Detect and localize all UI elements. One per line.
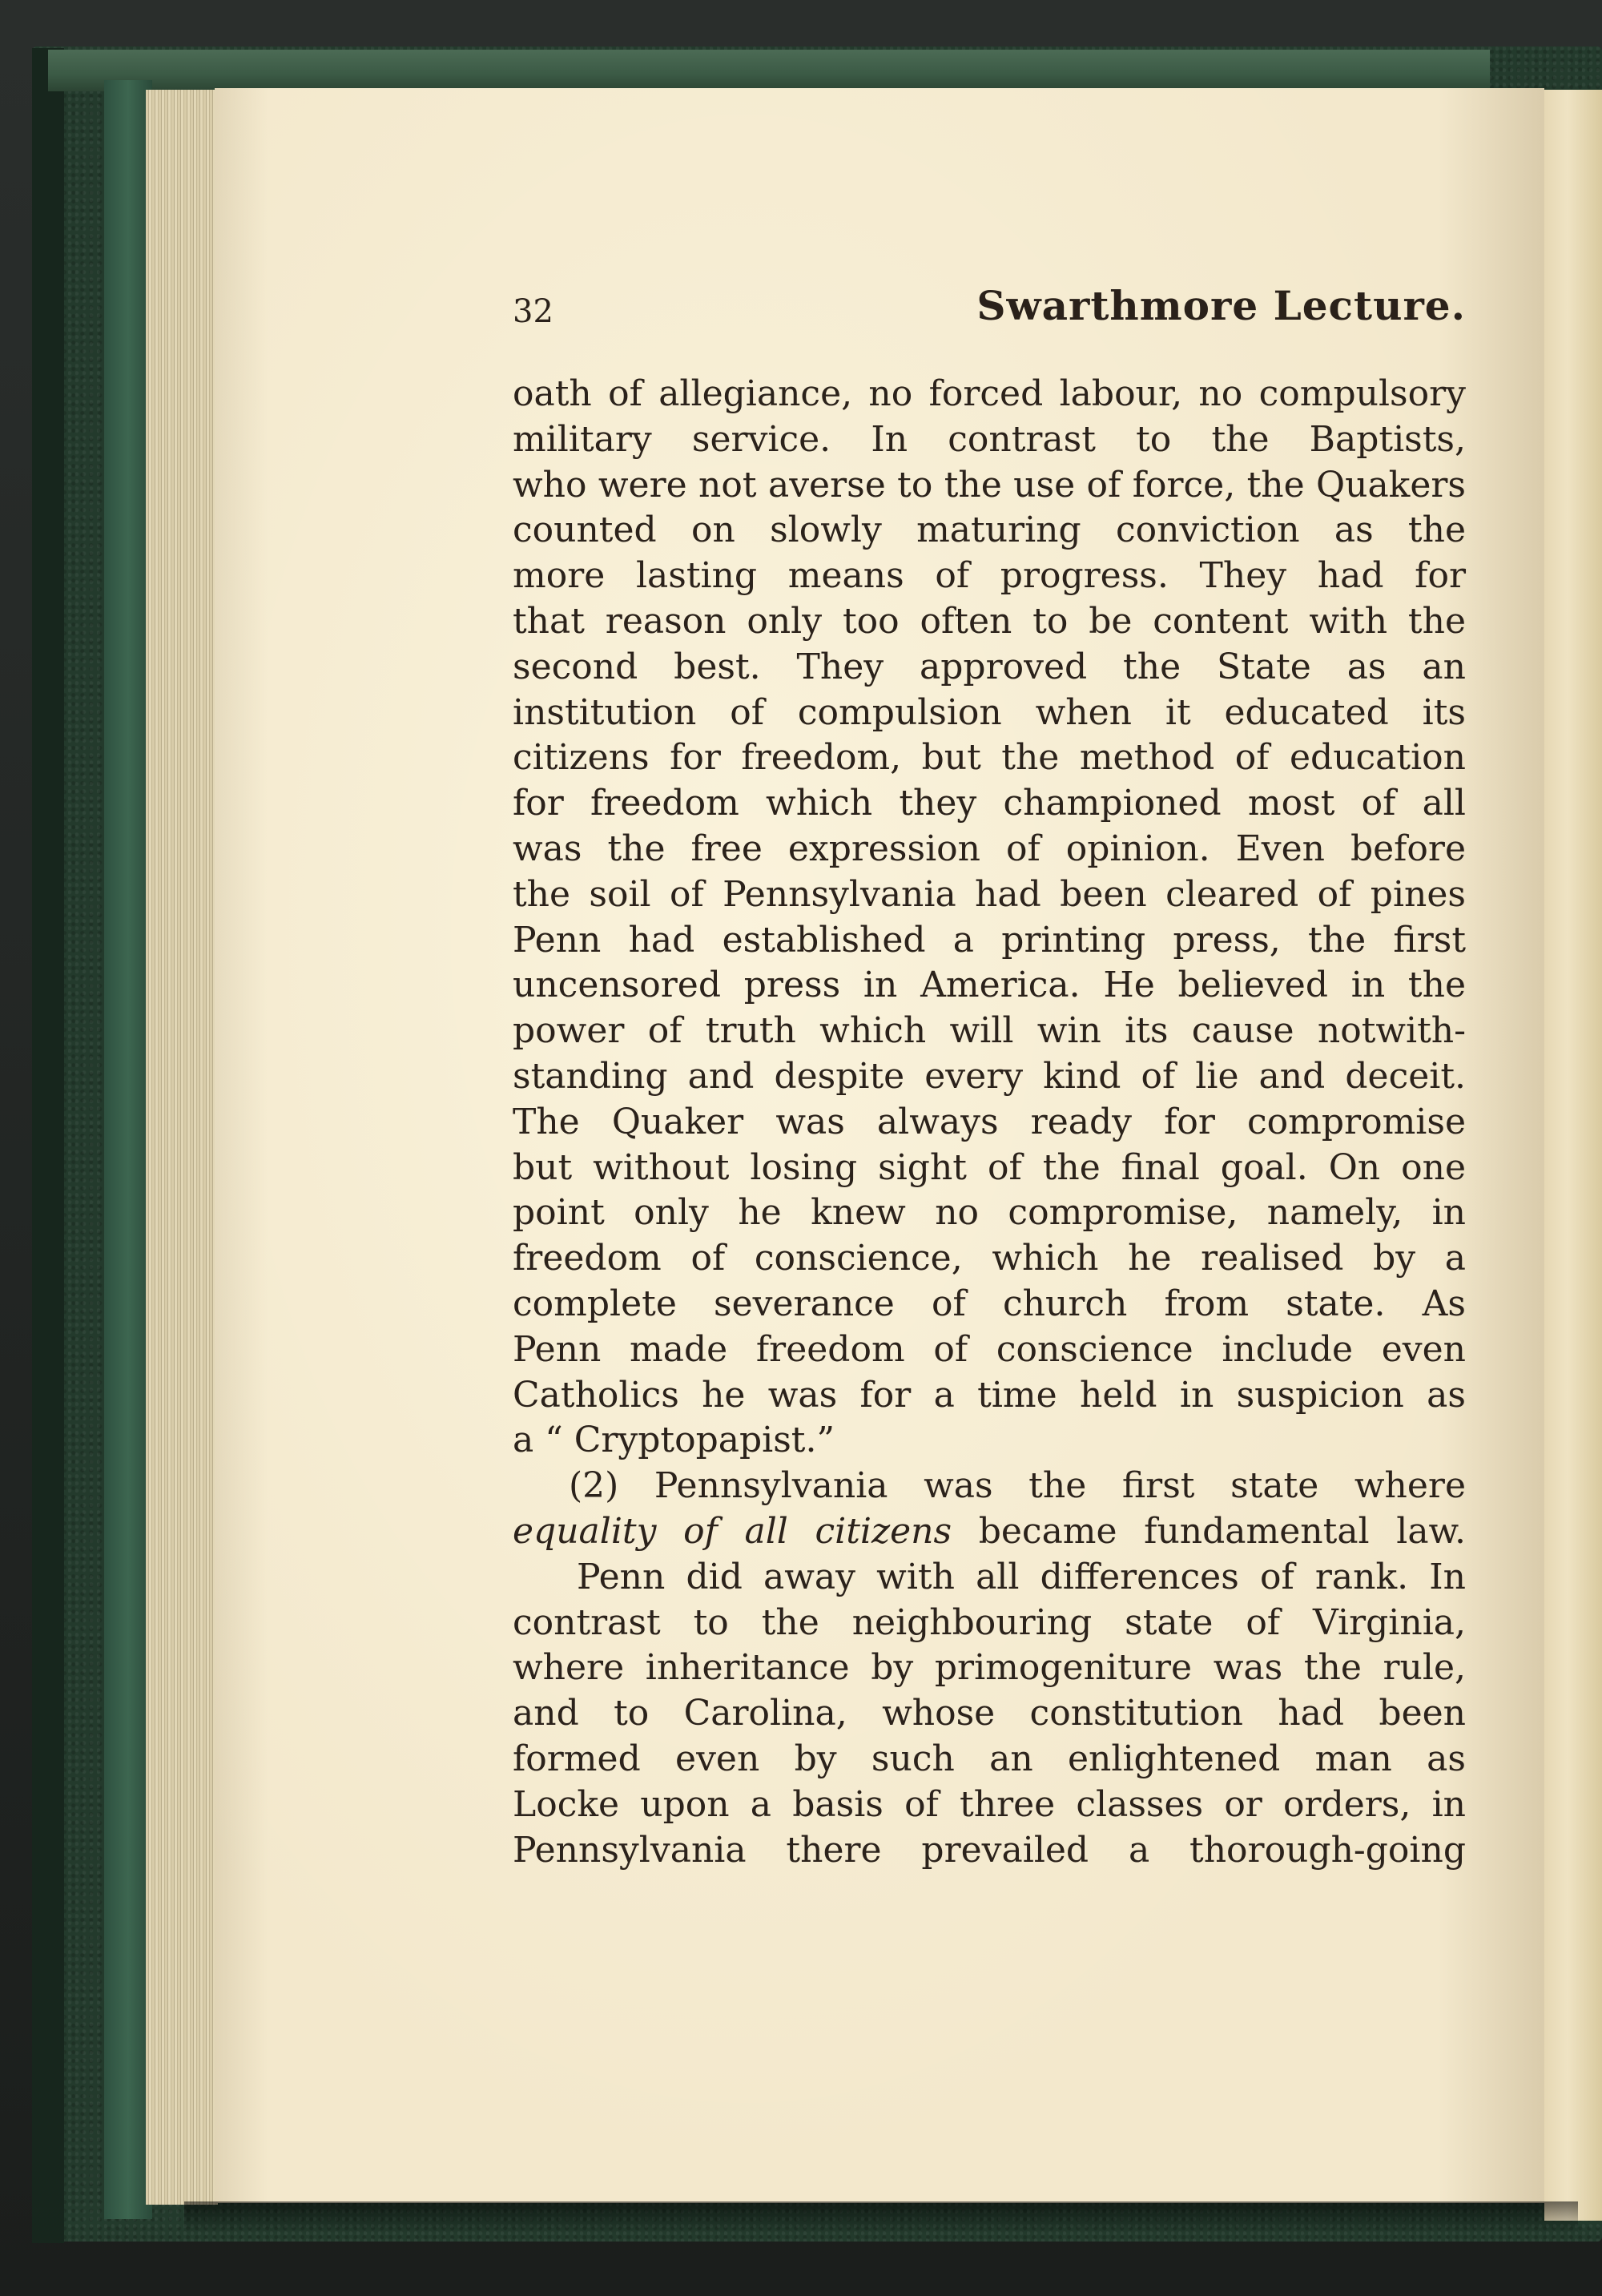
text-line: freedom of conscience, which he realised by a	[513, 1238, 1466, 1279]
text-line: second best. They approved the State as an	[513, 646, 1466, 687]
text-line: Pennsylvania there prevailed a thorough-going	[513, 1829, 1466, 1871]
text-line: but without losing sight of the final goal. On one	[513, 1146, 1466, 1188]
page-number: 32	[513, 293, 553, 330]
text-line: contrast to the neighbouring state of Virginia,	[513, 1601, 1466, 1643]
text-line: Catholics he was for a time held in suspicion as	[513, 1374, 1466, 1416]
text-line: complete severance of church from state. As	[513, 1283, 1466, 1324]
text-line-italic	[513, 1509, 1466, 1555]
text-line: that reason only too often to be content with the	[513, 600, 1466, 642]
text-line: Penn made freedom of conscience include even	[513, 1328, 1466, 1370]
text-line: a “ Cryptopapist.”	[513, 1420, 835, 1461]
text-line: counted on slowly maturing conviction as the	[513, 510, 1466, 551]
page-bottom-shadow	[184, 2201, 1578, 2234]
text-line: Penn had established a printing press, the first	[513, 919, 1466, 961]
text-line: more lasting means of progress. They had for	[513, 555, 1466, 597]
text-line: Penn did away with all differences of rank. In	[577, 1556, 1466, 1597]
text-line: Locke upon a basis of three classes or orders, in	[513, 1783, 1466, 1825]
running-head	[513, 282, 1466, 338]
text-line: the soil of Pennsylvania had been cleared of pines	[513, 873, 1466, 915]
text-line: power of truth which will win its cause notwith-	[513, 1010, 1466, 1052]
body-text	[513, 372, 1466, 1873]
text-line: The Quaker was always ready for compromise	[513, 1101, 1466, 1142]
text-line: standing and despite every kind of lie and deceit.	[513, 1055, 1466, 1097]
text-line: uncensored press in America. He believed in the	[513, 965, 1466, 1006]
cover-edge	[32, 48, 64, 2243]
text-line: (2) Pennsylvania was the first state where	[569, 1465, 1466, 1507]
text-line: oath of allegiance, no forced labour, no compulsory	[513, 373, 1466, 414]
text-line: point only he knew no compromise, namely, in	[513, 1192, 1466, 1234]
text-line: where inheritance by primogeniture was the rule,	[513, 1647, 1466, 1689]
italic-phrase: equality of all citizens	[513, 1510, 952, 1552]
text-line: institution of compulsion when it educated its	[513, 691, 1466, 733]
running-title: Swarthmore Lecture.	[976, 282, 1466, 329]
cover-spine	[104, 80, 152, 2219]
text-line: citizens for freedom, but the method of education	[513, 737, 1466, 779]
text-line: military service. In contrast to the Baptists,	[513, 418, 1466, 460]
text-line: who were not averse to the use of force, the Quakers	[513, 464, 1466, 506]
page-edges	[146, 90, 218, 2205]
next-page-edge	[1544, 90, 1602, 2221]
cover-top-strip	[48, 50, 1490, 91]
text-line-rest: became fundamental law.	[978, 1510, 1466, 1552]
text-line: and to Carolina, whose constitution had been	[513, 1693, 1466, 1734]
text-line: formed even by such an enlightened man as	[513, 1738, 1466, 1779]
text-line: for freedom which they championed most of all	[513, 783, 1466, 824]
text-line: was the free expression of opinion. Even before	[513, 828, 1466, 869]
